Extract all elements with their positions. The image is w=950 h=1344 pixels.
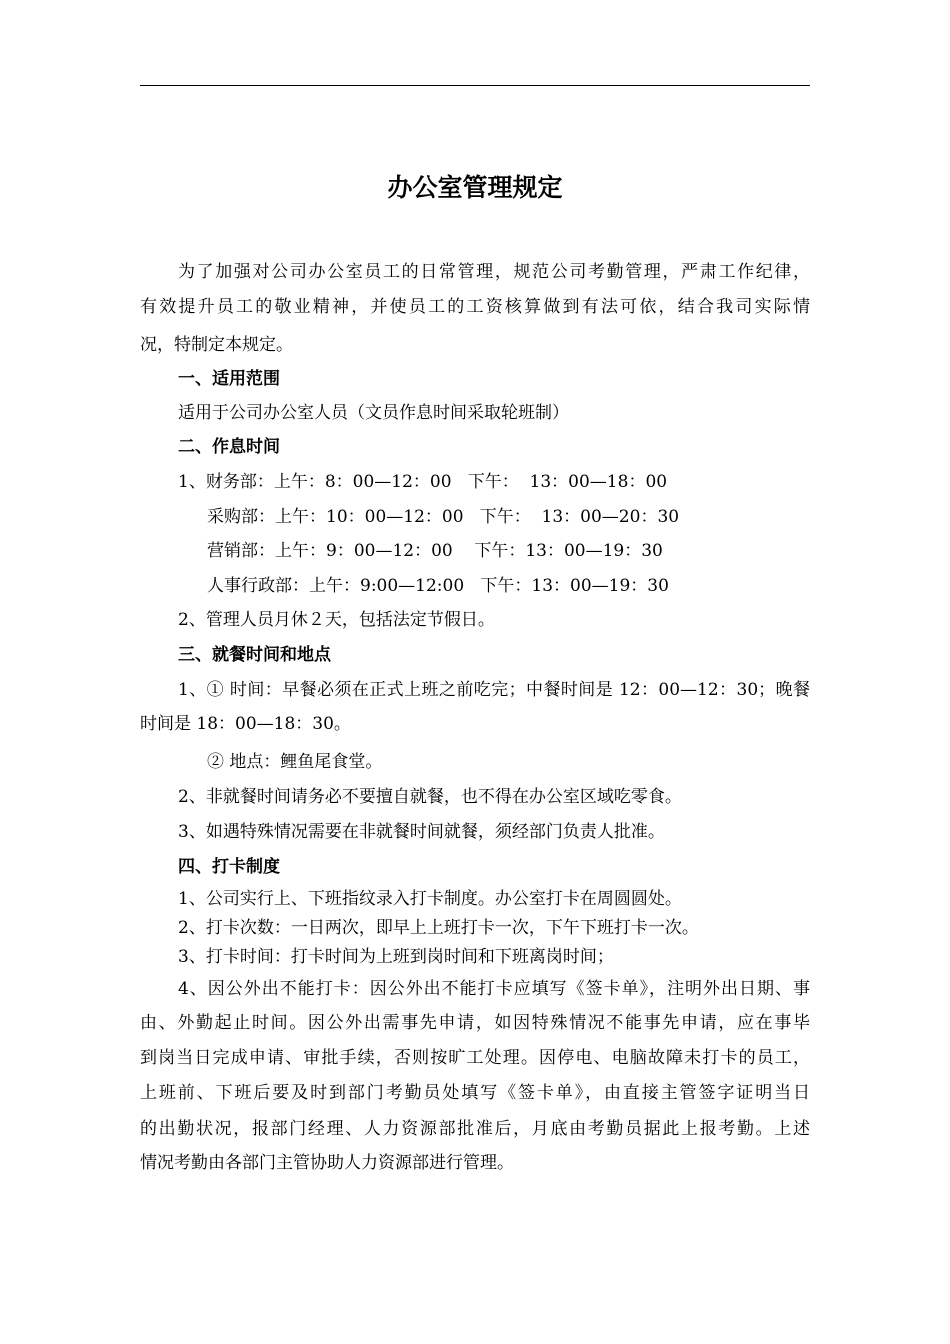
clock-item-4-line: 的出勤状况，报部门经理、人力资源部批准后，月底由考勤员据此上报考勤。上述	[140, 1119, 810, 1139]
intro-line: 况，特制定本规定。	[140, 335, 293, 355]
section-heading-clock-in: 四、打卡制度	[178, 857, 280, 877]
clock-item-4-line: 由、外勤起止时间。因公外出需事先申请，如因特殊情况不能事先申请，应在事毕	[140, 1013, 810, 1033]
meals-item-2: 2、非就餐时间请务必不要擅自就餐，也不得在办公室区域吃零食。	[178, 787, 682, 807]
clock-item-1: 1、公司实行上、下班指纹录入打卡制度。办公室打卡在周圆圆处。	[178, 889, 682, 909]
schedule-hr-admin: 人事行政部：上午：9:00—12:00 下午：13：00—19：30	[207, 576, 669, 596]
clock-item-4: 4、因公外出不能打卡：因公外出不能打卡应填写《签卡单》，注明外出日期、事	[178, 979, 810, 999]
schedule-marketing: 营销部：上午：9：00—12：00 下午：13：00—19：30	[207, 541, 663, 561]
clock-item-4-line: 到岗当日完成申请、审批手续，否则按旷工处理。因停电、电脑故障未打卡的员工，	[140, 1048, 810, 1068]
meals-item-1-cont: 时间是 18：00—18：30。	[140, 714, 351, 734]
schedule-purchasing: 采购部：上午：10：00—12：00 下午： 13：00—20：30	[207, 507, 680, 527]
meals-place: ② 地点：鲤鱼尾食堂。	[207, 752, 383, 772]
section-heading-meals: 三、就餐时间和地点	[178, 645, 331, 665]
clock-item-2: 2、打卡次数：一日两次，即早上上班打卡一次，下午下班打卡一次。	[178, 918, 699, 938]
header-rule	[140, 85, 810, 86]
document-title: 办公室管理规定	[387, 173, 563, 202]
clock-item-3: 3、打卡时间：打卡时间为上班到岗时间和下班离岗时间；	[178, 947, 614, 967]
meals-item-3: 3、如遇特殊情况需要在非就餐时间就餐，须经部门负责人批准。	[178, 822, 665, 842]
intro-line: 为了加强对公司办公室员工的日常管理，规范公司考勤管理，严肃工作纪律，	[178, 262, 810, 282]
scope-text: 适用于公司办公室人员（文员作息时间采取轮班制）	[178, 403, 569, 423]
section-heading-hours: 二、作息时间	[178, 437, 280, 457]
hours-item-2: 2、管理人员月休２天，包括法定节假日。	[178, 610, 495, 630]
schedule-finance: 1、财务部：上午：8：00—12：00 下午： 13：00—18：00	[178, 472, 668, 492]
clock-item-4-line: 情况考勤由各部门主管协助人力资源部进行管理。	[140, 1153, 514, 1173]
intro-line: 有效提升员工的敬业精神，并使员工的工资核算做到有法可依，结合我司实际情	[140, 297, 810, 317]
section-heading-scope: 一、适用范围	[178, 369, 280, 389]
meals-item-1: 1、① 时间：早餐必须在正式上班之前吃完；中餐时间是 12：00—12：30；晚餐	[178, 680, 810, 700]
clock-item-4-line: 上班前、下班后要及时到部门考勤员处填写《签卡单》，由直接主管签字证明当日	[140, 1083, 810, 1103]
